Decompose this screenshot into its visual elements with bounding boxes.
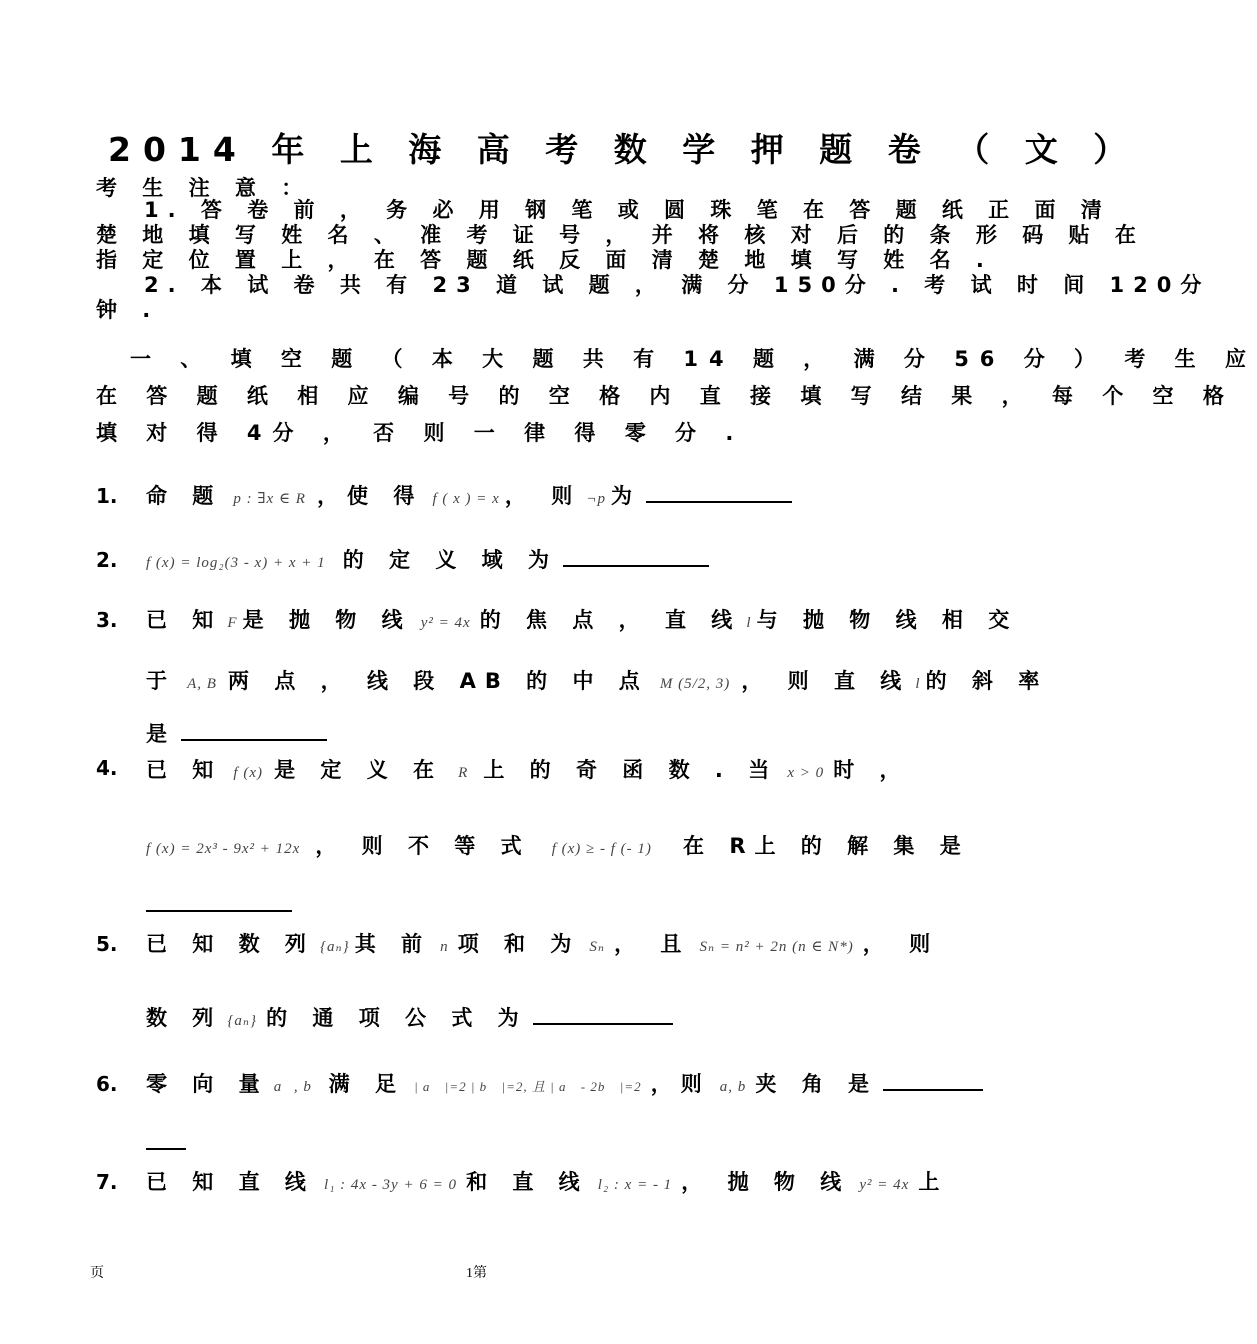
question-6-line-1: 零 向 量 a⃗, b⃗ 满 足 | a⃗ |=2 | b⃗ |=2, 且 | a⃗ - 2b⃗ |=2 ，则 a, b 夹 角 是 xyxy=(146,1068,983,1098)
question-2-number: 2. xyxy=(96,548,118,572)
question-1-formula-not-p: ¬p xyxy=(586,491,606,507)
question-4-line-2: f (x) = 2x³ - 9x² + 12x ， 则 不 等 式 f (x) ≥ - f (- 1) 在 R上 的 解 集 是 xyxy=(146,834,970,858)
question-4-line-1: 已 知 f (x) 是 定 义 在 R 上 的 奇 函 数 . 当 x > 0 时 ， xyxy=(146,758,910,782)
notice-item-2-line-2: 钟 . xyxy=(96,298,160,322)
answer-blank xyxy=(146,896,292,912)
notice-item-1-line-3: 指 定 位 置 上 ， 在 答 题 纸 反 面 清 楚 地 填 写 姓 名 . xyxy=(96,248,993,272)
question-6-line-2 xyxy=(146,1134,186,1154)
question-1-formula-f: f ( x ) = x xyxy=(432,491,500,507)
question-3-line-3: 是 xyxy=(146,718,327,748)
question-3-line-1: 已 知 F 是 抛 物 线 y² = 4x 的 焦 点 ， 直 线 l 与 抛 物 线 相 交 xyxy=(146,608,1019,632)
question-4-line-3 xyxy=(146,896,292,916)
notice-item-1-line-1: 1. 答 卷 前 ， 务 必 用 钢 笔 或 圆 珠 笔 在 答 题 纸 正 面 清 xyxy=(144,198,1111,222)
question-5-number: 5. xyxy=(96,932,118,956)
notice-heading: 考 生 注 意 ： xyxy=(96,176,312,200)
page-title: 2014 年 上 海 高 考 数 学 押 题 卷 （ 文 ） xyxy=(108,130,1139,169)
answer-blank xyxy=(181,725,327,741)
question-1: 命 题 p : ∃x ∈ R ，使 得 f ( x ) = x ， 则 ¬p 为 xyxy=(146,480,792,510)
notice-item-1-line-2: 楚 地 填 写 姓 名 、 准 考 证 号 ， 并 将 核 对 后 的 条 形 码 贴 在 xyxy=(96,223,1145,247)
question-5-line-1: 已 知 数 列 {aₙ} 其 前 n 项 和 为 Sₙ ， 且 Sₙ = n² + 2n (n ∈ N*) ， 则 xyxy=(146,932,940,956)
question-1-number: 1. xyxy=(96,484,118,508)
notice-item-2-line-1: 2. 本 试 卷 共 有 23 道 试 题 ， 满 分 150分 . 考 试 时 间 120分 xyxy=(144,273,1211,297)
question-2: f (x) = log₂(3 - x) + x + 1 的 定 义 域 为 xyxy=(146,544,709,574)
question-4-number: 4. xyxy=(96,756,118,780)
footer-page-number: 1第 xyxy=(466,1266,487,1281)
answer-blank xyxy=(646,487,792,503)
question-5-line-2: 数 列 {aₙ} 的 通 项 公 式 为 xyxy=(146,1002,673,1032)
answer-blank-continuation xyxy=(146,1134,186,1150)
question-3-number: 3. xyxy=(96,608,118,632)
question-6-number: 6. xyxy=(96,1072,118,1096)
question-1-formula-p: p : ∃x ∈ R xyxy=(233,491,306,507)
question-7-line-1: 已 知 直 线 l₁ : 4x - 3y + 6 = 0 和 直 线 l₂ : x = - 1 ， 抛 物 线 y² = 4x 上 xyxy=(146,1170,949,1194)
answer-blank xyxy=(563,551,709,567)
section-1-line-1: 一 、 填 空 题 （ 本 大 题 共 有 14 题 ， 满 分 56 分 ） 考 生 应 xyxy=(130,347,1257,371)
section-1-line-3: 填 对 得 4分 ， 否 则 一 律 得 零 分 . xyxy=(96,421,745,445)
question-3-line-2: 于 A, B 两 点 ， 线 段 AB 的 中 点 M (5/2, 3) ， 则 直 线 l 的 斜 率 xyxy=(146,669,1049,693)
section-1-line-2: 在 答 题 纸 相 应 编 号 的 空 格 内 直 接 填 写 结 果 ， 每 个 空 格 xyxy=(96,384,1235,408)
answer-blank xyxy=(883,1075,983,1091)
question-7-number: 7. xyxy=(96,1170,118,1194)
footer-left: 页 xyxy=(90,1266,104,1281)
question-2-formula: f (x) = log₂(3 - x) + x + 1 xyxy=(146,555,326,571)
answer-blank xyxy=(533,1009,673,1025)
